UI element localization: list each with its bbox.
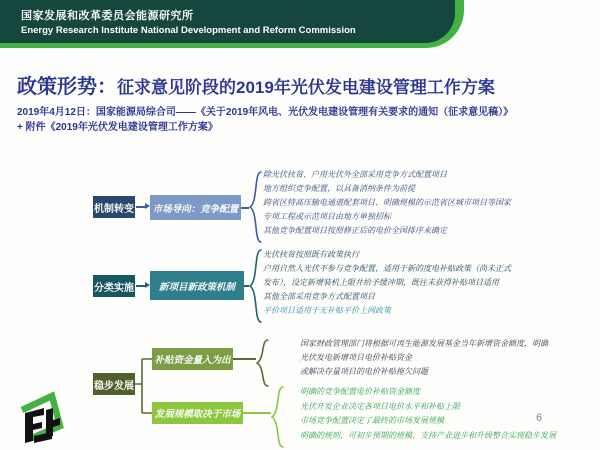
item-text: 市场竞争配置决定了最终的市场发展规模 (300, 416, 444, 425)
connector-line (233, 358, 256, 360)
node-label: 补贴资金量入为出 (154, 355, 231, 366)
page-number: 6 (536, 412, 543, 424)
node-box-new-policy (150, 271, 244, 300)
item-list-market-scale (300, 385, 572, 443)
page-title (17, 70, 495, 99)
node-label: 市场导向：竞争配置 (152, 203, 239, 215)
item-text: 国家财政管理部门将根据可再生能源发展基金当年新增资金额度，明确光伏发电新增项目电价补贴资金 (300, 339, 548, 362)
connector-line (241, 207, 249, 209)
elbow-connector (135, 348, 153, 418)
item-text: 或解决存量项目的电价补贴拖欠问题 (300, 367, 428, 376)
page-title-prefix: 政策形势： (17, 76, 117, 98)
brace-icon (249, 171, 262, 243)
category-label: 机制转变 (94, 203, 134, 215)
connector-line (243, 412, 271, 414)
header-banner (0, 0, 464, 48)
item-text: 光伏开发企业决定各项目电价水平和补贴上限 (300, 401, 460, 411)
item-text: 地方组织竞争配置，以具备消纳条件为前提 (263, 184, 415, 193)
item-text: 户用自然人光伏不参与竞争配置，适用于新的度电补贴政策（尚未正式发布），设定新增装机上限并给予缓冲期，既往未获得补贴项目适用 (263, 264, 511, 287)
category-box-steady (93, 373, 135, 395)
brace-icon (249, 249, 262, 323)
category-box-mechanism (93, 196, 135, 218)
node-box-market (150, 195, 241, 220)
node-label: 发展规模取决于市场 (154, 409, 241, 420)
category-box-classify (93, 275, 135, 297)
brace-icon (256, 339, 269, 387)
eri-logo-icon (8, 386, 66, 448)
page-title-main: 征求意见阶段的2019年光伏发电建设管理工作方案 (117, 78, 495, 97)
arrow-icon (136, 206, 145, 208)
item-list-subsidy (300, 337, 552, 379)
item-text: 其他全部采用竞争方式配置项目 (263, 292, 375, 301)
item-list-mechanism (263, 168, 513, 238)
subtitle-line2: + 附件《2019年光伏发电建设管理工作方案》 (17, 121, 218, 133)
item-list-classify (263, 248, 513, 318)
item-text: 除光伏扶贫、户用光伏外全部采用竞争方式配置项目 (263, 170, 447, 179)
header-banner-inner (0, 0, 455, 43)
item-text: 光伏扶贫按照既有政策执行 (263, 250, 359, 259)
node-label: 新项目新政策机制 (158, 281, 235, 293)
item-text: 明确的竞争配置电价补贴资金额度 (300, 387, 420, 396)
org-name-cn: 国家发展和改革委员会能源研究所 (21, 10, 194, 22)
item-text: 其他竞争配置项目按照修正后的电价全国排序来确定 (263, 226, 447, 235)
arrow-icon (136, 285, 145, 287)
category-label: 分类实施 (94, 282, 134, 294)
item-text-highlight: 平价项目适用于无补贴平价上网政策 (263, 306, 391, 315)
item-text: 明确的规则，可初步预期的规模，支持产业进步和升级整合实现稳步发展 (300, 430, 556, 440)
brace-icon (271, 386, 284, 448)
org-name-en: Energy Research Institute National Development and Reform Commission (21, 25, 356, 36)
item-text: 跨省区特高压输电通道配套项目、明确规模的示范省区城市项目等国家专项工程或示范项目由地方单独招标 (263, 198, 511, 221)
node-box-market-scale (152, 402, 243, 424)
subtitle-line1: 2019年4月12日：国家能源局综合司——《关于2019年风电、光伏发电建设管理有关要求的通知（征求意见稿）》 (17, 107, 514, 118)
category-label: 稳步发展 (94, 380, 134, 392)
node-box-subsidy (152, 348, 233, 370)
subtitle (17, 106, 513, 135)
